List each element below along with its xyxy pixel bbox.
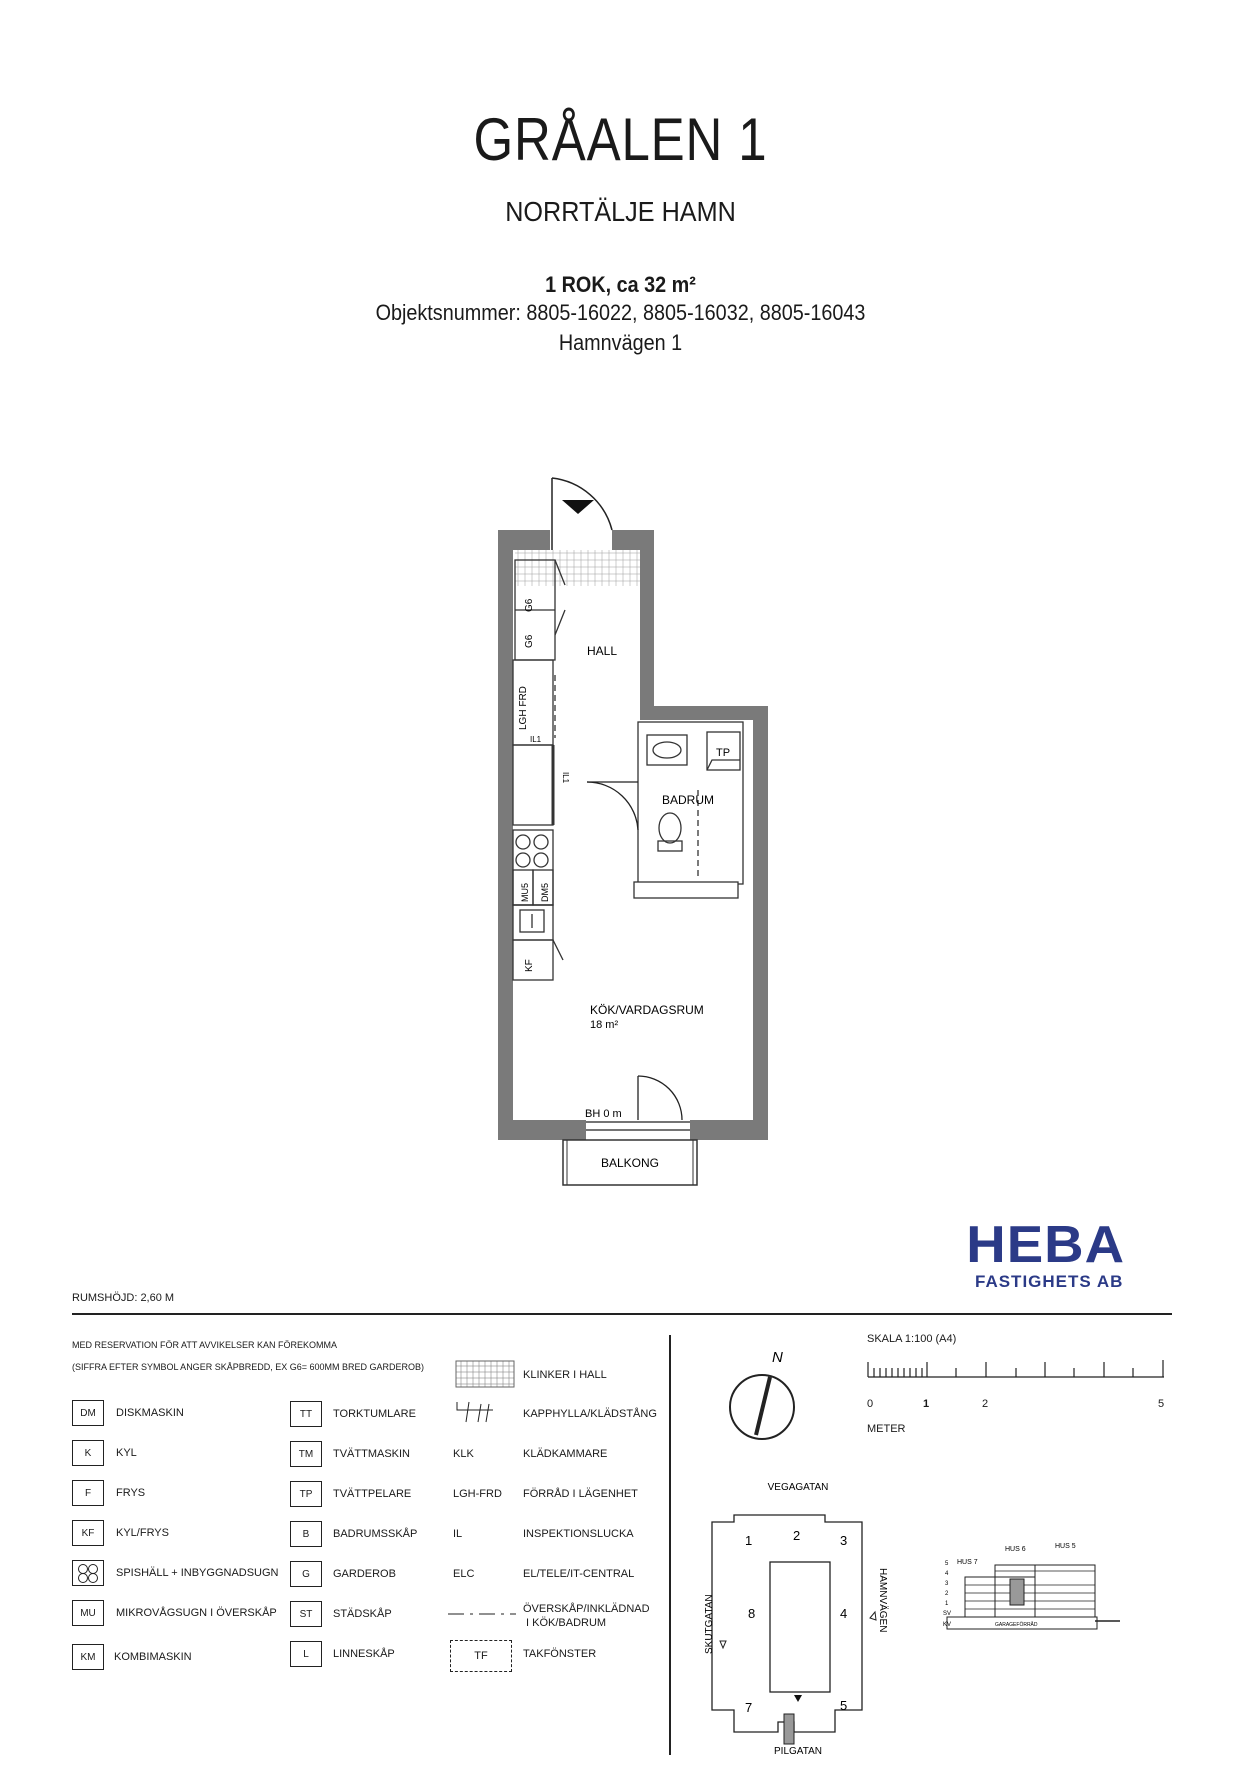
apartment-size: 1 ROK, ca 32 m² [545, 272, 696, 297]
legend-label-klinker: KLINKER I HALL [523, 1369, 607, 1381]
label-lgh-frd: LGH FRD [518, 686, 529, 730]
coat-rack-icon [455, 1400, 495, 1424]
legend-code-elc: ELC [453, 1568, 475, 1580]
label-bh: BH 0 m [585, 1108, 622, 1120]
legend-label-km: KOMBIMASKIN [114, 1651, 192, 1663]
floor-kv: KV [943, 1622, 952, 1628]
scale-tick-0: 0 [867, 1398, 874, 1410]
legend-code-tp: TP [290, 1481, 322, 1507]
floor-1: 1 [945, 1601, 949, 1607]
scale-tick-5: 5 [1158, 1398, 1165, 1410]
legend-label-spis: SPISHÄLL + INBYGGNADSUGN [116, 1567, 279, 1579]
legend-code-tt: TT [290, 1401, 322, 1427]
dashed-line-icon [448, 1612, 516, 1616]
legend-label-tm: TVÄTTMASKIN [333, 1448, 411, 1460]
legend-code-tf: TF [450, 1640, 512, 1672]
legend-label-kf: KYL/FRYS [116, 1527, 169, 1539]
label-kf: KF [524, 959, 535, 972]
legend-label-overskap: ÖVERSKÅP/INKLÄDNAD [523, 1603, 650, 1615]
label-g6-a: G6 [524, 598, 535, 612]
legend-code-k: K [72, 1440, 104, 1466]
building-7: 7 [745, 1700, 753, 1715]
section-hus7: HUS 7 [957, 1559, 978, 1566]
logo-heba: HEBA [966, 1216, 1126, 1274]
building-3: 3 [840, 1533, 848, 1548]
label-balkong: BALKONG [601, 1156, 660, 1170]
building-section [935, 1535, 1130, 1640]
label-kok-area: 18 m² [590, 1019, 619, 1031]
legend-code-l: L [290, 1641, 322, 1667]
page-subtitle: NORRTÄLJE HAMN [505, 196, 736, 227]
entrance-door[interactable] [552, 478, 612, 550]
site-plan [690, 1470, 910, 1760]
street-pilgatan: PILGATAN [774, 1746, 822, 1757]
hall-tiles [515, 550, 640, 586]
note-cabinet-width: (SIFFRA EFTER SYMBOL ANGER SKÅPBREDD, EX G6= 600MM BRED GARDEROB) [72, 1362, 424, 1372]
scale-unit: METER [867, 1423, 906, 1435]
vertical-divider [669, 1335, 671, 1755]
legend-label-dm: DISKMASKIN [116, 1407, 184, 1419]
legend-label-klk: KLÄDKAMMARE [523, 1448, 608, 1460]
label-il1-a: IL1 [530, 735, 542, 744]
legend-label-l: LINNESKÅP [333, 1648, 395, 1660]
legend-label-tf: TAKFÖNSTER [523, 1648, 597, 1660]
bathroom-door[interactable] [587, 782, 638, 830]
floor-2: 2 [945, 1591, 949, 1597]
balcony-door[interactable] [586, 1076, 690, 1130]
building-4: 4 [840, 1606, 848, 1621]
legend-code-tm: TM [290, 1441, 322, 1467]
floor-4: 4 [945, 1571, 949, 1577]
section-garage: GARAGEFÖRRÅD [995, 1622, 1038, 1628]
legend-label-tt: TORKTUMLARE [333, 1408, 416, 1420]
compass [720, 1340, 820, 1450]
building-1: 1 [745, 1533, 753, 1548]
stove-icon [72, 1560, 104, 1586]
divider [72, 1313, 1172, 1315]
building-8: 8 [748, 1606, 756, 1621]
building-5: 5 [840, 1698, 848, 1713]
legend-code-il: IL [453, 1528, 463, 1540]
scale-tick-2: 2 [982, 1398, 989, 1410]
street-vegagatan: VEGAGATAN [767, 1482, 829, 1493]
section-hus6: HUS 6 [1005, 1546, 1026, 1553]
legend-label-b: BADRUMSSKÅP [333, 1528, 418, 1540]
legend-label-mu: MIKROVÅGSUGN I ÖVERSKÅP [116, 1607, 277, 1619]
legend-code-mu: MU [72, 1600, 104, 1626]
object-numbers: Objektsnummer: 8805-16022, 8805-16032, 8805-16043 [375, 300, 866, 325]
scale-tick-1: 1 [923, 1398, 930, 1410]
room-height: RUMSHÖJD: 2,60 M [72, 1292, 175, 1304]
street-skutgatan: SKUTGATAN [704, 1594, 715, 1654]
building-2: 2 [793, 1528, 801, 1543]
legend-code-st: ST [290, 1601, 322, 1627]
legend-code-km: KM [72, 1644, 104, 1670]
scale-title: SKALA 1:100 (A4) [867, 1333, 957, 1345]
north-label: N [772, 1349, 783, 1366]
legend-label-il: INSPEKTIONSLUCKA [523, 1528, 634, 1540]
legend-code-klk: KLK [453, 1448, 474, 1460]
legend-code-dm: DM [72, 1400, 104, 1426]
legend-label-k: KYL [116, 1447, 137, 1459]
label-kok: KÖK/VARDAGSRUM [590, 1003, 704, 1017]
legend-label-overskap-2: I KÖK/BADRUM [526, 1617, 607, 1629]
label-il1-b: IL1 [561, 772, 570, 784]
label-dm5: DM5 [540, 882, 550, 902]
scale-bar [866, 1350, 1166, 1380]
section-hus5: HUS 5 [1055, 1543, 1076, 1550]
note-reservation: MED RESERVATION FÖR ATT AVVIKELSER KAN FÖREKOMMA [72, 1340, 338, 1350]
legend-code-kf: KF [72, 1520, 104, 1546]
legend-code-b: B [290, 1521, 322, 1547]
entrance-arrow-icon [562, 500, 594, 514]
legend-label-kapphylla: KAPPHYLLA/KLÄDSTÅNG [523, 1408, 657, 1420]
legend-label-lghfrd: FÖRRÅD I LÄGENHET [523, 1488, 638, 1500]
street-hamnvagen: HAMNVÄGEN [877, 1568, 888, 1633]
legend-label-tp: TVÄTTPELARE [333, 1488, 412, 1500]
page-title: GRÅALEN 1 [473, 106, 768, 173]
legend-code-g: G [290, 1561, 322, 1587]
label-mu5: MU5 [520, 882, 530, 902]
label-tp: TP [716, 747, 731, 759]
storage-column [513, 560, 565, 980]
street-address: Hamnvägen 1 [558, 330, 683, 355]
floor-5: 5 [945, 1561, 949, 1567]
label-badrum: BADRUM [662, 793, 715, 807]
tile-icon [455, 1360, 515, 1388]
label-hall: HALL [587, 644, 618, 658]
legend-label-st: STÄDSKÅP [333, 1608, 392, 1620]
logo-subtitle: FASTIGHETS AB [975, 1272, 1124, 1291]
legend-label-f: FRYS [116, 1487, 146, 1499]
floor-sv: SV [943, 1611, 952, 1617]
legend-code-lghfrd: LGH-FRD [453, 1488, 502, 1500]
label-g6-b: G6 [524, 634, 535, 648]
legend-label-g: GARDEROB [333, 1568, 396, 1580]
floor-3: 3 [945, 1581, 949, 1587]
legend-label-elc: EL/TELE/IT-CENTRAL [523, 1568, 635, 1580]
legend-code-f: F [72, 1480, 104, 1506]
